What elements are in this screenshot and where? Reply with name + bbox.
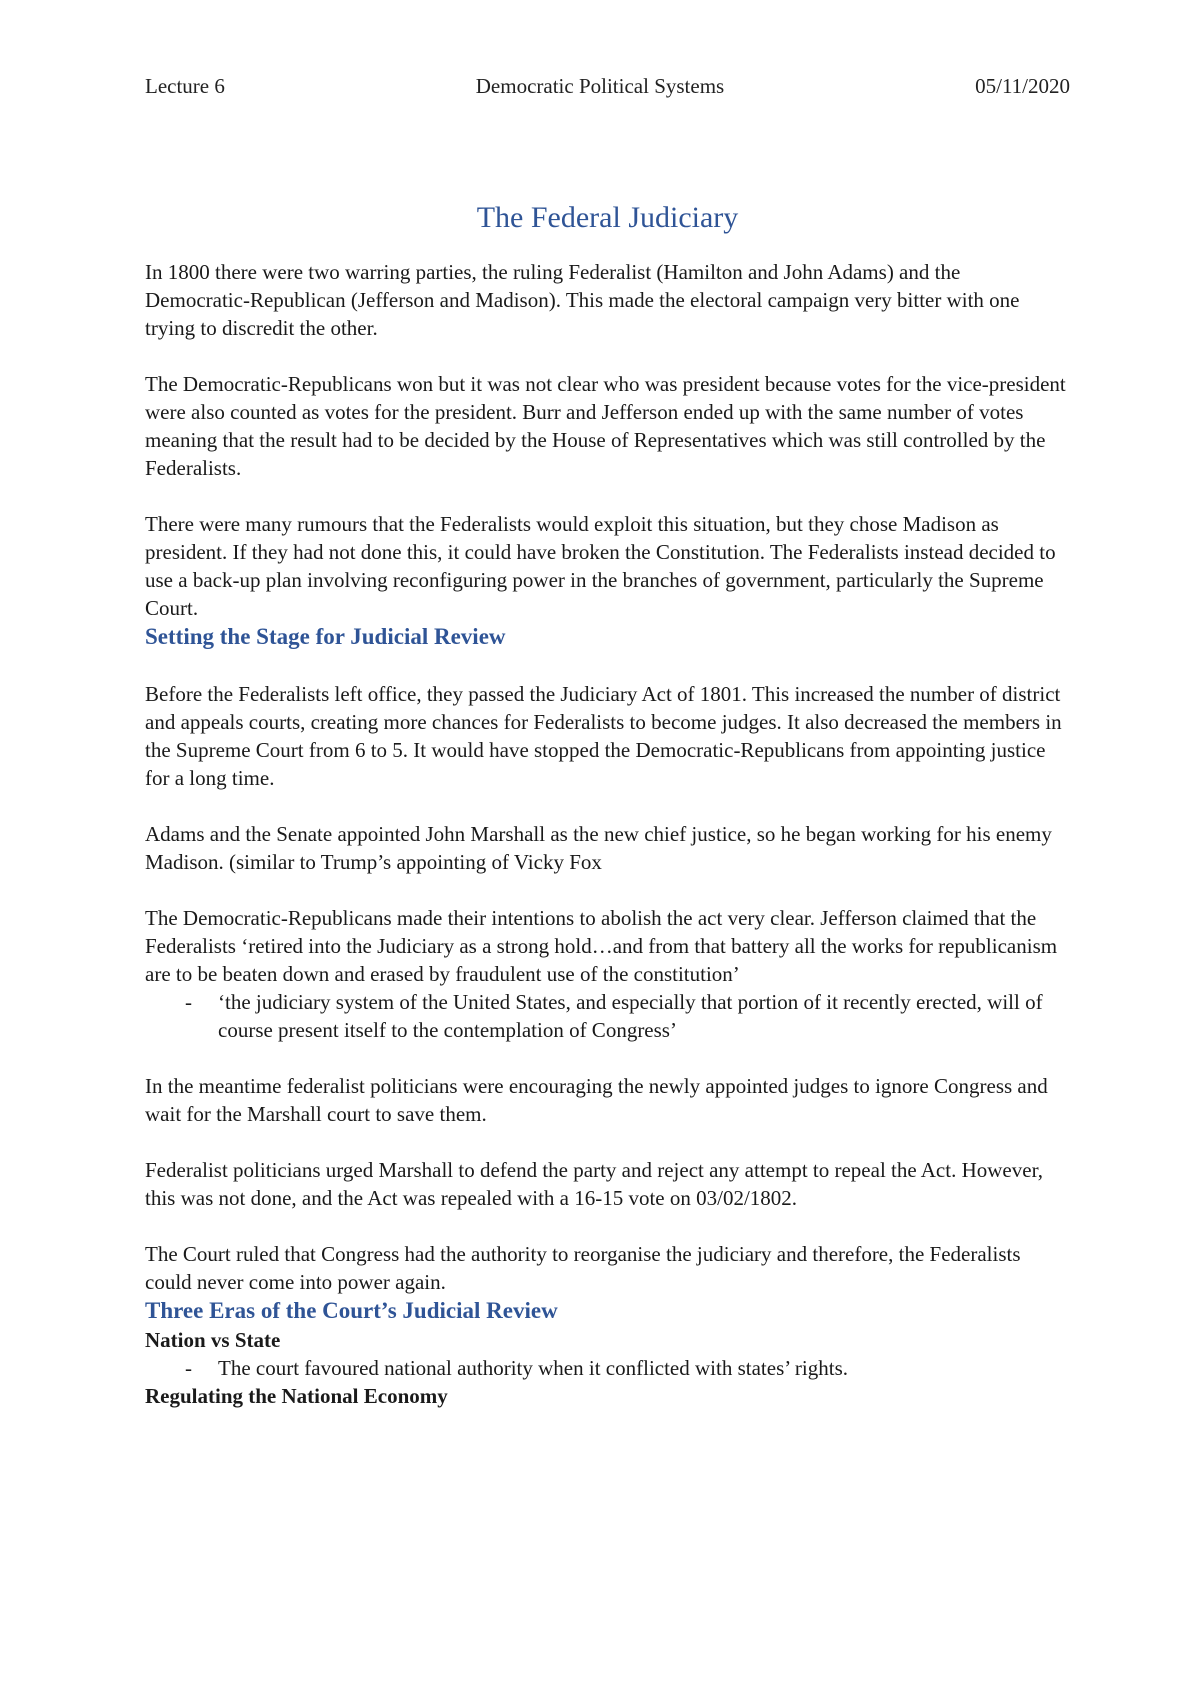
section1-paragraph-5: Federalist politicians urged Marshall to defend the party and reject any attempt to repeal the Act. However, this was not done, and the Act was repealed with a 16-15 vote on 03/02/1802. bbox=[145, 1158, 1043, 1210]
page-header bbox=[145, 72, 1070, 100]
header-course: Democratic Political Systems bbox=[475, 74, 725, 98]
intro-paragraph-3: There were many rumours that the Federalists would exploit this situation, but they chose Madison as president. If they had not done this, it could have broken the Constitution. The Federalists instead decided to use a back-up plan involving reconfiguring power in the branches of government, particularly the Supreme Court. bbox=[145, 512, 1056, 620]
bullet-dash: - bbox=[185, 990, 192, 1014]
section-heading-three-eras: Three Eras of the Court’s Judicial Review bbox=[145, 1298, 558, 1323]
section1-paragraph-6: The Court ruled that Congress had the authority to reorganise the judiciary and therefore, the Federalists could never come into power again. bbox=[145, 1242, 1021, 1294]
bullet-dash: - bbox=[185, 1356, 192, 1380]
document-title: The Federal Judiciary bbox=[476, 201, 739, 234]
list-item-text: ‘the judiciary system of the United States, and especially that portion of it recently erected, will of course present itself to the contemplation of Congress’ bbox=[218, 990, 1043, 1042]
header-date: 05/11/2020 bbox=[975, 74, 1070, 98]
section-heading-judicial-review: Setting the Stage for Judicial Review bbox=[145, 624, 506, 649]
section1-paragraph-4: In the meantime federalist politicians were encouraging the newly appointed judges to ignore Congress and wait for the Marshall court to save them. bbox=[145, 1074, 1048, 1126]
list-item-text: The court favoured national authority when it conflicted with states’ rights. bbox=[218, 1356, 849, 1380]
quote-list bbox=[145, 988, 1070, 1044]
nation-state-list bbox=[145, 1354, 1070, 1382]
intro-paragraph-2: The Democratic-Republicans won but it was not clear who was president because votes for the vice-president were also counted as votes for the president. Burr and Jefferson ended up with the same number of votes meaning that the result had to be decided by the House of Representatives which was still controlled by the Federalists. bbox=[145, 372, 1066, 480]
subheading-national-economy: Regulating the National Economy bbox=[145, 1384, 448, 1408]
list-item bbox=[145, 988, 1070, 1044]
list-item bbox=[145, 1354, 1070, 1382]
subheading-nation-vs-state: Nation vs State bbox=[145, 1328, 281, 1352]
section1-paragraph-3: The Democratic-Republicans made their intentions to abolish the act very clear. Jefferson claimed that the Federalists ‘retired into the Judiciary as a strong hold…and from that battery all the works for republicanism are to be beaten down and erased by fraudulent use of the constitution’ bbox=[145, 906, 1058, 986]
header-lecture: Lecture 6 bbox=[145, 74, 225, 98]
intro-paragraph-1: In 1800 there were two warring parties, the ruling Federalist (Hamilton and John Adams) and the Democratic-Republican (Jefferson and Madison). This made the electoral campaign very bitter with one trying to discredit the other. bbox=[145, 260, 1020, 340]
section1-paragraph-1: Before the Federalists left office, they passed the Judiciary Act of 1801. This increased the number of district and appeals courts, creating more chances for Federalists to become judges. It also decreased the members in the Supreme Court from 6 to 5. It would have stopped the Democratic-Republicans from appointing justice for a long time. bbox=[145, 682, 1062, 790]
section1-paragraph-2: Adams and the Senate appointed John Marshall as the new chief justice, so he began working for his enemy Madison. (similar to Trump’s appointing of Vicky Fox bbox=[145, 822, 1052, 874]
